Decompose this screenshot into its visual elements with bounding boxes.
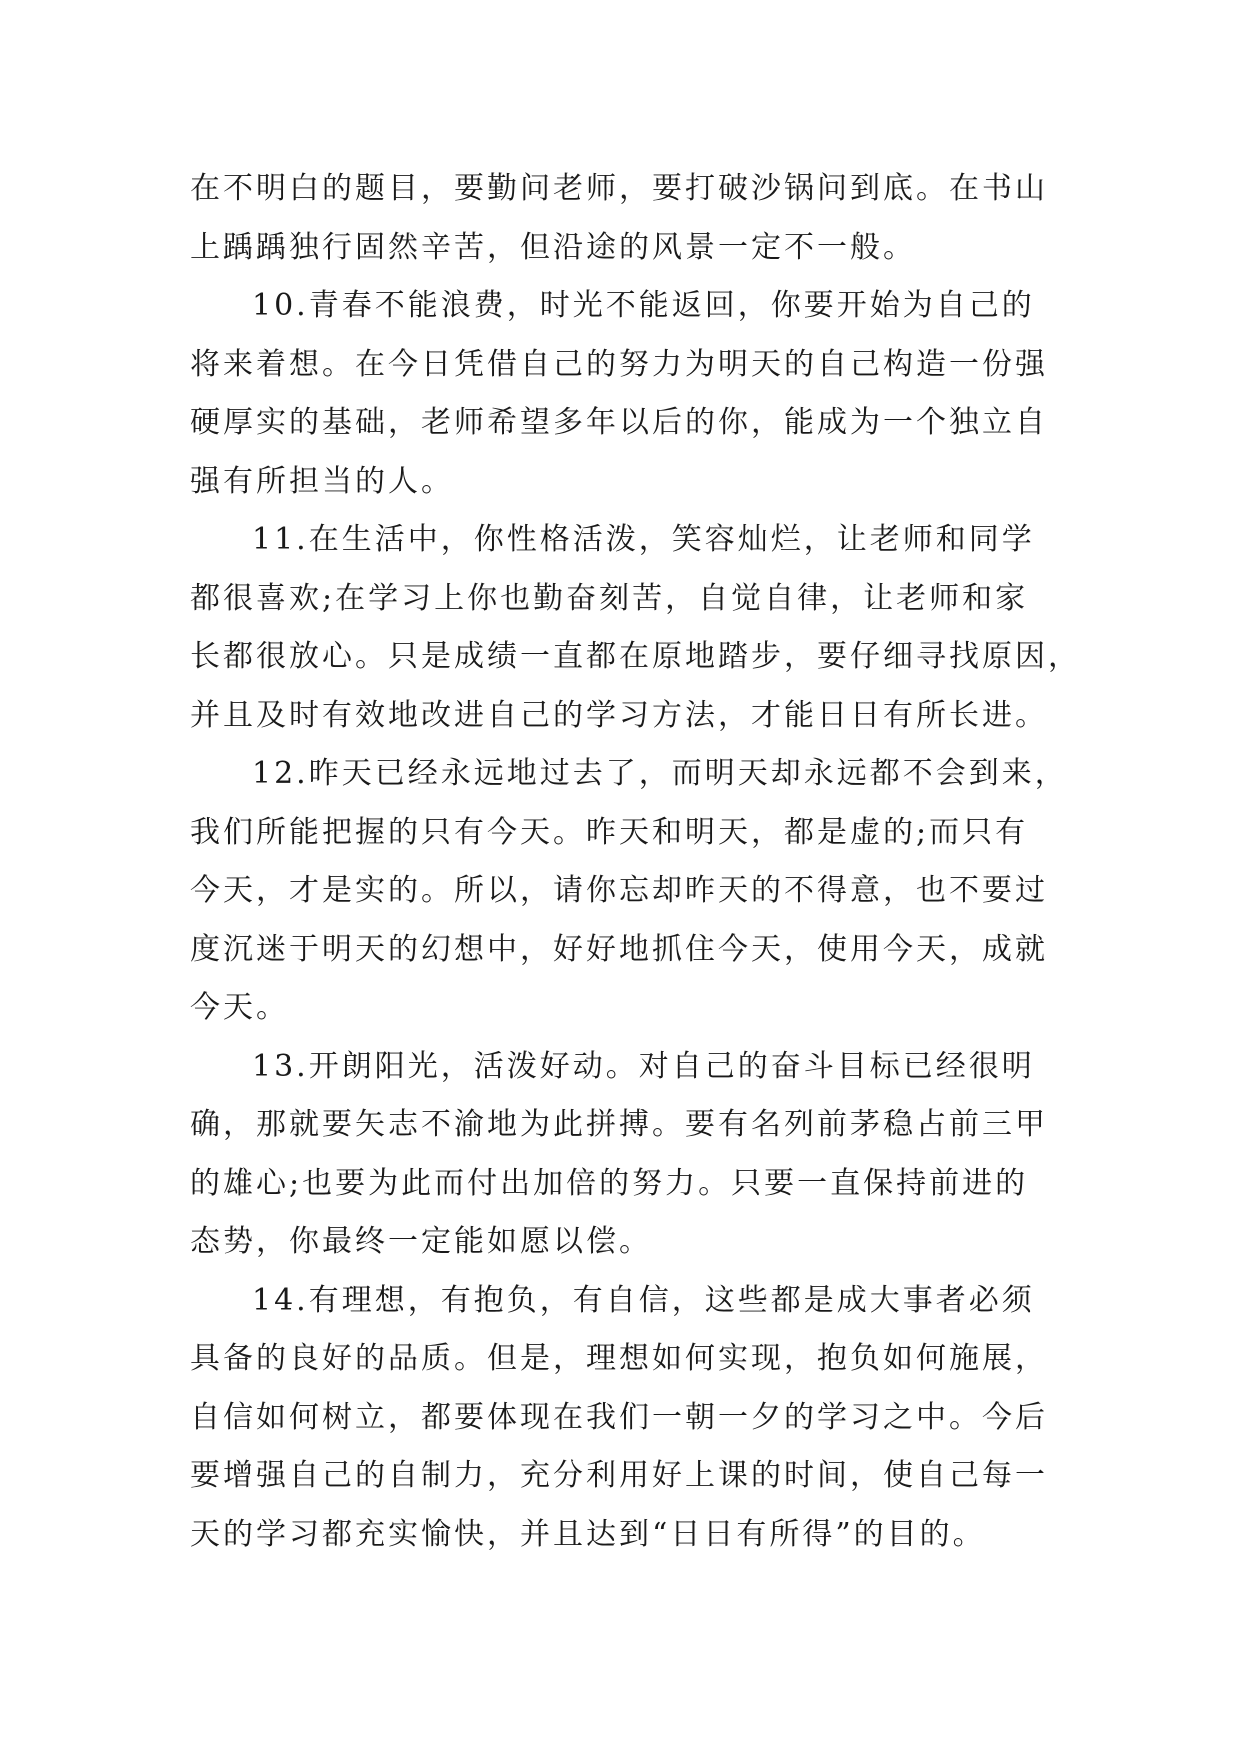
- document-body: [190, 160, 1081, 1564]
- text-line: 态势，你最终一定能如愿以偿。: [190, 1224, 652, 1259]
- text-line: 确，那就要矢志不渝地为此拼搏。要有名列前茅稳占前三甲: [190, 1107, 1048, 1142]
- text-line: 具备的良好的品质。但是，理想如何实现，抱负如何施展，: [190, 1341, 1048, 1376]
- text-line: 13.开朗阳光，活泼好动。对自己的奋斗目标已经很明: [252, 1048, 1035, 1084]
- text-line: 都很喜欢;在学习上你也勤奋刻苦，自觉自律，让老师和家: [190, 580, 1029, 616]
- text-line: 14.有理想，有抱负，有自信，这些都是成大事者必须: [252, 1282, 1035, 1318]
- text-line: 天的学习都充实愉快，并且达到“日日有所得”的目的。: [190, 1516, 986, 1552]
- text-line: 10.青春不能浪费，时光不能返回，你要开始为自己的: [252, 288, 1035, 323]
- text-line: 强有所担当的人。: [190, 463, 454, 499]
- text-line: 度沉迷于明天的幻想中，好好地抓住今天，使用今天，成就: [190, 931, 1048, 967]
- text-line: 今天。: [190, 990, 289, 1025]
- text-line: 要增强自己的自制力，充分利用好上课的时间，使自己每一: [190, 1458, 1048, 1493]
- text-line: 并且及时有效地改进自己的学习方法，才能日日有所长进。: [190, 697, 1048, 733]
- text-line: 12.昨天已经永远地过去了，而明天却永远都不会到来，: [252, 756, 1068, 791]
- text-line: 今天，才是实的。所以，请你忘却昨天的不得意，也不要过: [190, 873, 1048, 908]
- text-line: 的雄心;也要为此而付出加倍的努力。只要一直保持前进的: [190, 1165, 1029, 1201]
- text-line: 11.在生活中，你性格活泼，笑容灿烂，让老师和同学: [252, 522, 1035, 557]
- text-line: 自信如何树立，都要体现在我们一朝一夕的学习之中。今后: [190, 1399, 1048, 1435]
- text-line: 在不明白的题目，要勤问老师，要打破沙锅问到底。在书山: [190, 171, 1048, 206]
- text-line: 上踽踽独行固然辛苦，但沿途的风景一定不一般。: [190, 229, 916, 265]
- text-line: 将来着想。在今日凭借自己的努力为明天的自己构造一份强: [190, 346, 1048, 382]
- text-line: 长都很放心。只是成绩一直都在原地踏步，要仔细寻找原因，: [190, 639, 1081, 674]
- text-line: 硬厚实的基础，老师希望多年以后的你，能成为一个独立自: [190, 405, 1048, 440]
- text-line: 我们所能把握的只有今天。昨天和明天，都是虚的;而只有: [190, 814, 1029, 850]
